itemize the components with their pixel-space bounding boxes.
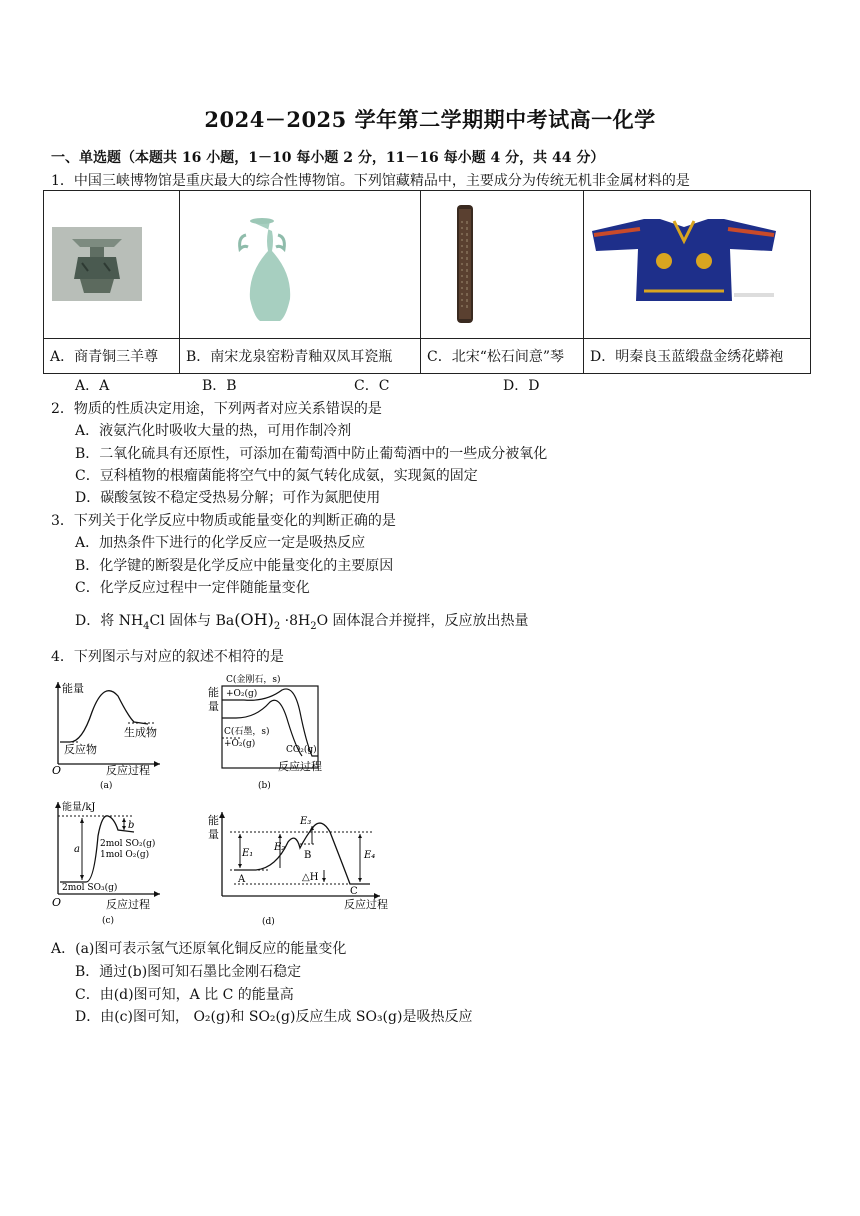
- fig-d-xlabel: 反应过程: [344, 898, 388, 911]
- q4-option-b[interactable]: B．通过(b)图可知石墨比金刚石稳定: [75, 964, 302, 980]
- section-heading: 一、单选题（本题共 16 小题，1－10 每小题 2 分，11－16 每小题 4 分，共 44 分）: [51, 150, 605, 166]
- q1-caption-c: C．北宋“松石间意”琴: [421, 339, 584, 374]
- bronze-zun-image: [44, 191, 179, 338]
- fig-d-e1: E₁: [242, 848, 254, 859]
- fig-d-ylabel2: 量: [208, 828, 219, 841]
- fig-b-ylabel2: 量: [208, 700, 219, 713]
- fig-b-graphite1: C(石墨，s): [224, 727, 270, 737]
- fig-d-dh: △H: [302, 872, 319, 883]
- fig-c-b: b: [128, 820, 135, 831]
- fig-d-point-a: A: [238, 874, 246, 885]
- q3-stem: 3．下列关于化学反应中物质或能量变化的判断正确的是: [51, 513, 396, 529]
- qin-zither-image: [421, 191, 583, 338]
- fig-c-tag: (c): [102, 916, 115, 926]
- q1-option-c[interactable]: C．C: [354, 378, 390, 394]
- q4-option-c[interactable]: C．由(d)图可知，A 比 C 的能量高: [75, 987, 294, 1003]
- q3-d-prefix: D．将: [75, 613, 119, 629]
- figure-c: [48, 796, 168, 928]
- fig-b-xlabel: 反应过程: [278, 760, 322, 773]
- q1-option-b[interactable]: B．B: [202, 378, 237, 394]
- page-title: 2024－2025 学年第二学期期中考试高一化学: [204, 107, 656, 132]
- fig-a-reactant: 反应物: [64, 743, 97, 756]
- q3-option-d[interactable]: [75, 610, 529, 632]
- fig-c-top2: 1mol O₂(g): [100, 850, 150, 860]
- q3-d-nh4: NH: [118, 613, 144, 629]
- fig-a-ylabel: 能量: [62, 682, 84, 695]
- figure-a: [48, 676, 168, 794]
- fig-d-ylabel1: 能: [208, 814, 219, 827]
- fig-d-point-b: B: [304, 850, 312, 861]
- q4-option-d[interactable]: D．由(c)图可知， O₂(g)和 SO₂(g)反应生成 SO₃(g)是吸热反应: [75, 1009, 473, 1025]
- q1-image-table: [43, 190, 811, 374]
- fig-b-diamond1: C(金刚石，s): [226, 675, 281, 685]
- q3-option-a[interactable]: A．加热条件下进行的化学反应一定是吸热反应: [75, 535, 366, 551]
- q3-d-oh: (OH): [234, 610, 274, 629]
- fig-b-ylabel1: 能: [208, 686, 219, 699]
- q3-d-oh-sub: 2: [273, 620, 281, 632]
- q1-option-d[interactable]: D．D: [503, 378, 540, 394]
- fig-b-graphite2: +O₂(g): [224, 739, 256, 749]
- q3-option-c[interactable]: C．化学反应过程中一定伴随能量变化: [75, 580, 310, 596]
- fig-c-origin: O: [52, 896, 62, 909]
- q2-option-a[interactable]: A．液氨汽化时吸收大量的热，可用作制冷剂: [75, 423, 352, 439]
- fig-a-xlabel: 反应过程: [106, 764, 150, 777]
- q2-option-d[interactable]: D．碳酸氢铵不稳定受热易分解；可作为氮肥使用: [75, 490, 381, 506]
- q3-d-h2o-sub: 2: [310, 620, 317, 632]
- fig-d-e3: E₃: [300, 816, 312, 827]
- q2-option-c[interactable]: C．豆科植物的根瘤菌能将空气中的氮气转化成氨，实现氮的固定: [75, 468, 478, 484]
- q2-stem: 2．物质的性质决定用途，下列两者对应关系错误的是: [51, 401, 382, 417]
- q3-d-ba: Ba: [215, 613, 235, 629]
- figure-d: [204, 808, 390, 930]
- fig-c-ylabel: 能量/kJ: [62, 802, 96, 813]
- q1-option-a[interactable]: A．A: [75, 378, 110, 394]
- q2-option-b[interactable]: B．二氧化硫具有还原性，可添加在葡萄酒中防止葡萄酒中的一些成分被氧化: [75, 446, 548, 462]
- q1-caption-b: B．南宋龙泉窑粉青釉双凤耳瓷瓶: [180, 339, 421, 374]
- fig-d-tag: (d): [262, 917, 275, 927]
- q4-option-a[interactable]: A．(a)图可表示氢气还原氧化铜反应的能量变化: [51, 941, 347, 957]
- q3-d-suffix: 固体混合并搅拌，反应放出热量: [328, 613, 529, 629]
- fig-c-a: a: [74, 844, 80, 855]
- fig-a-origin: O: [52, 764, 62, 777]
- fig-b-co2: CO₂(g): [286, 745, 317, 755]
- fig-d-e2: E₂: [274, 842, 286, 853]
- celadon-vase-image: [180, 191, 420, 338]
- q3-option-b[interactable]: B．化学键的断裂是化学反应中能量变化的主要原因: [75, 558, 394, 574]
- fig-b-diamond2: +O₂(g): [226, 689, 258, 699]
- fig-d-point-c: C: [350, 886, 358, 897]
- q1-stem: 1．中国三峡博物馆是重庆最大的综合性博物馆。下列馆藏精品中，主要成分为传统无机非金属材料的是: [51, 173, 690, 189]
- figure-b: [204, 672, 330, 794]
- fig-d-e4: E₄: [364, 850, 376, 861]
- q4-stem: 4．下列图示与对应的叙述不相符的是: [51, 649, 284, 665]
- fig-c-bottom: 2mol SO₃(g): [62, 883, 118, 893]
- q3-d-cl: Cl: [149, 613, 165, 629]
- dragon-robe-image: [584, 191, 810, 338]
- q3-d-nh4-sub: 4: [143, 620, 150, 632]
- q1-caption-d: D．明秦良玉蓝缎盘金绣花蟒袍: [584, 339, 811, 374]
- fig-a-tag: (a): [100, 781, 113, 791]
- q1-caption-a: A．商青铜三羊尊: [44, 339, 180, 374]
- q3-d-mid: 固体与: [164, 613, 216, 629]
- q3-d-o: O: [316, 613, 329, 629]
- fig-a-product: 生成物: [124, 726, 157, 739]
- fig-c-top1: 2mol SO₂(g): [100, 839, 156, 849]
- fig-b-tag: (b): [258, 781, 271, 791]
- fig-c-xlabel: 反应过程: [106, 898, 150, 911]
- q3-d-h2o: ·8H: [280, 613, 311, 629]
